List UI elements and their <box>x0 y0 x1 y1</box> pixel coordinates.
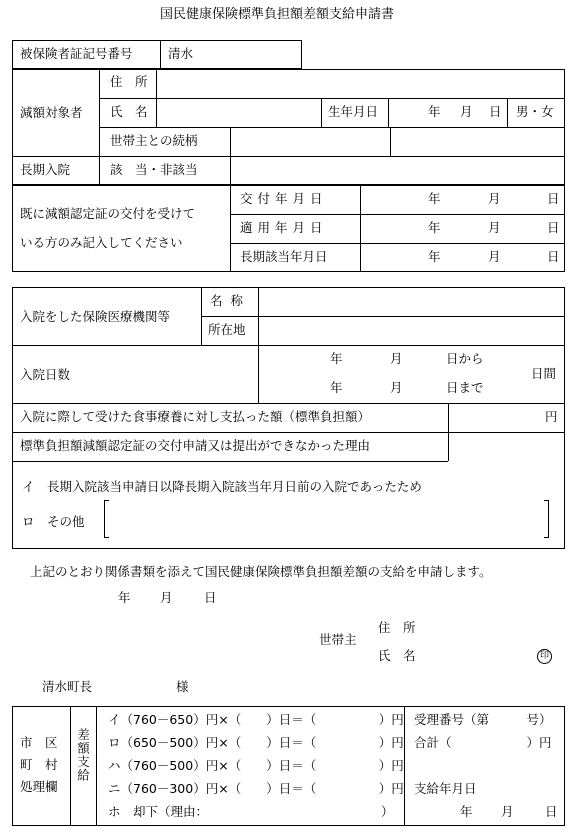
form-title: 国民健康保険標準負担額差額支給申請書 <box>160 7 395 22</box>
calc-row-ni: ニ（760－300）円×（ ）日＝（ ）円 <box>108 781 404 796</box>
days-from-month: 月 <box>390 351 403 366</box>
issue-day: 日 <box>547 191 560 206</box>
reason-option-i[interactable]: イ 長期入院該当申請日以降長期入院該当年月日前の入院であったため <box>22 479 422 494</box>
issue-year: 年 <box>428 191 441 206</box>
sex-choice[interactable]: 男・女 <box>516 104 554 119</box>
target-person-label: 減額対象者 <box>20 105 83 120</box>
other-reason-bracket-right <box>544 500 549 538</box>
long-day: 日 <box>547 249 560 264</box>
long-year: 年 <box>428 249 441 264</box>
applicant-address-label: 住 所 <box>378 620 416 635</box>
apply-month: 月 <box>488 220 501 235</box>
birth-month: 月 <box>460 104 473 119</box>
apply-year: 年 <box>428 220 441 235</box>
application-month: 月 <box>160 590 173 605</box>
long-term-date-label: 長期該当年月日 <box>240 249 328 264</box>
application-day: 日 <box>204 590 217 605</box>
days-from-suffix: 日から <box>446 351 484 366</box>
insured-number-value[interactable]: 清水 <box>168 46 194 61</box>
name-label: 氏 名 <box>110 104 148 119</box>
office-label-line1: 市 区 <box>20 735 58 750</box>
difference-payment-label: 差額支給 <box>75 728 91 782</box>
hospital-location-label: 所在地 <box>208 322 246 337</box>
application-statement: 上記のとおり関係書類を添えて国民健康保険標準負担額差額の支給を申請します。 <box>30 564 492 579</box>
birth-year: 年 <box>428 104 441 119</box>
reason-option-ro[interactable]: ロ その他 <box>22 514 85 529</box>
reason-label: 標準負担額減額認定証の交付申請又は提出ができなかった理由 <box>20 438 371 453</box>
meal-cost-unit: 円 <box>545 409 558 424</box>
office-label-line3: 処理欄 <box>20 779 58 794</box>
payment-year: 年 <box>460 804 473 819</box>
long-term-choice[interactable]: 該 当・非該当 <box>110 162 198 177</box>
certificate-note-line1: 既に減額認定証の交付を受けて <box>20 206 196 221</box>
issue-month: 月 <box>488 191 501 206</box>
other-reason-bracket-left <box>104 500 109 538</box>
applicant-head-label: 世帯主 <box>319 632 357 647</box>
calc-row-ha: ハ（760－500）円×（ ）日＝（ ）円 <box>108 758 404 773</box>
relation-label: 世帯主との続柄 <box>110 133 198 148</box>
payment-day: 日 <box>545 804 558 819</box>
addressee-honorific: 様 <box>176 679 189 694</box>
apply-date-label: 適用年月日 <box>240 220 328 235</box>
addressee-mayor: 清水町長 <box>42 679 93 694</box>
days-from-year: 年 <box>330 351 343 366</box>
issue-date-label: 交付年月日 <box>240 191 328 206</box>
birth-date-label: 生年月日 <box>328 104 379 119</box>
receipt-number-label: 受理番号（第 号） <box>414 712 552 727</box>
address-label: 住 所 <box>110 74 148 89</box>
certificate-note-line2: いる方のみ記入してください <box>20 235 183 250</box>
long-term-label: 長期入院 <box>20 162 71 177</box>
days-to-suffix: 日まで <box>446 380 484 395</box>
hospital-name-label: 名称 <box>210 293 252 308</box>
hospital-label: 入院をした保険医療機関等 <box>20 309 171 324</box>
meal-cost-label: 入院に際して受けた食事療養に対し支払った額（標準負担額） <box>20 409 371 424</box>
calc-row-ro: ロ（650－500）円×（ ）日＝（ ）円 <box>108 735 404 750</box>
birth-day: 日 <box>489 104 502 119</box>
long-month: 月 <box>488 249 501 264</box>
calc-row-i: イ（760－650）円×（ ）日＝（ ）円 <box>108 712 404 727</box>
days-unit: 日間 <box>531 366 557 381</box>
days-label: 入院日数 <box>20 367 71 382</box>
apply-day: 日 <box>547 220 560 235</box>
payment-date-label: 支給年月日 <box>414 781 477 796</box>
days-to-month: 月 <box>390 380 403 395</box>
days-to-year: 年 <box>330 380 343 395</box>
payment-month: 月 <box>501 804 514 819</box>
insured-number-label: 被保険者証記号番号 <box>20 46 133 61</box>
application-year: 年 <box>118 590 131 605</box>
calc-row-ho-end: ） <box>381 804 394 819</box>
total-label: 合計（ ）円 <box>414 735 552 750</box>
applicant-name-label: 氏 名 <box>378 648 416 663</box>
seal-icon: 印 <box>537 648 552 664</box>
office-label-line2: 町 村 <box>20 757 58 772</box>
calc-row-ho: ホ 却下（理由： <box>108 804 209 819</box>
